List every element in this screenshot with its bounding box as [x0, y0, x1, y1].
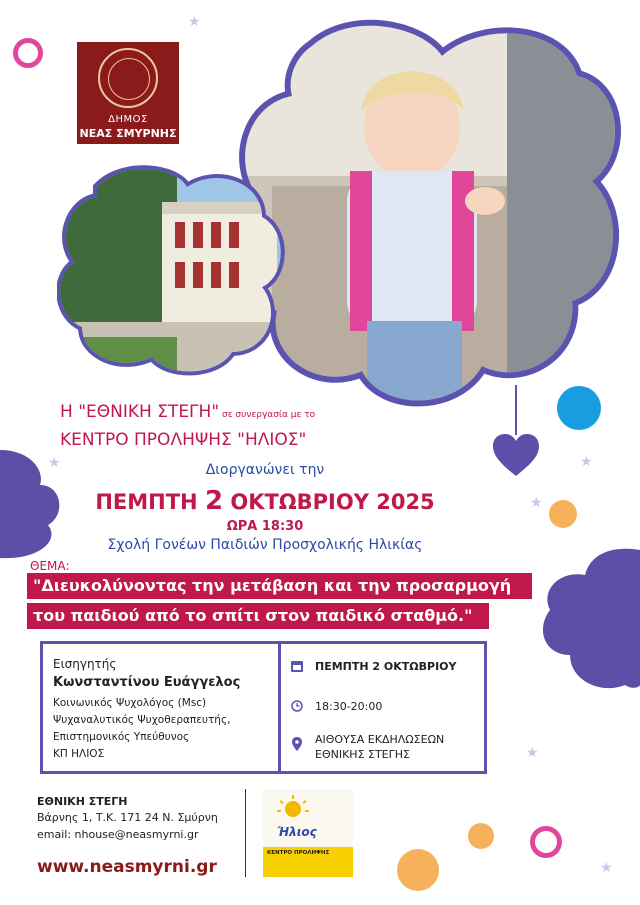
detail-time: 18:30-20:00 [315, 700, 383, 713]
speaker-role3: Επιστημονικός Υπεύθυνος [53, 731, 190, 743]
star-icon: ★ [48, 455, 61, 471]
contact-org: ΕΘΝΙΚΗ ΣΤΕΓΗ [37, 795, 128, 808]
contact-address: Βάρνης 1, Τ.Κ. 171 24 Ν. Σμύρνη [37, 811, 218, 824]
connector-text: σε συνεργασία με το [219, 410, 316, 420]
headline-line1 [60, 402, 315, 422]
speaker-label: Εισηγητής [53, 657, 117, 671]
event-time: ΩΡΑ 18:30 [226, 519, 304, 534]
helios-logo [263, 789, 353, 877]
star-icon: ★ [530, 495, 543, 511]
star-icon: ★ [526, 745, 539, 761]
right-purple-blob [540, 545, 640, 695]
speaker-name: Κωνσταντίνου Ευάγγελος [53, 675, 241, 690]
star-icon: ★ [188, 14, 201, 30]
speaker-role4: ΚΠ ΗΛΙΟΣ [53, 748, 105, 760]
helios-name: Ήλιος [277, 825, 317, 839]
logo-line1: ΔΗΜΟΣ [108, 114, 148, 125]
detail-date: ΠΕΜΠΤΗ 2 ΟΚΤΩΒΡΙΟΥ [315, 660, 457, 673]
building-photo [57, 162, 287, 377]
date-suffix: ΟΚΤΩΒΡΙΟΥ 2025 [223, 490, 435, 514]
date-prefix: ΠΕΜΠΤΗ [95, 490, 205, 514]
logo-line2: ΝΕΑΣ ΣΜΥΡΝΗΣ [79, 127, 177, 140]
speaker-role1: Κοινωνικός Ψυχολόγος (Msc) [53, 697, 207, 709]
contact-divider [245, 789, 246, 877]
school-title: Σχολή Γονέων Παιδιών Προσχολικής Ηλικίας [107, 537, 423, 553]
headline-prefix: Η [60, 402, 79, 422]
orange-dot [549, 500, 577, 528]
website-link[interactable]: www.neasmyrni.gr [37, 857, 217, 877]
orange-dot [397, 849, 439, 891]
theme-banner-line2: του παιδιού από το σπίτι στον παιδικό σταθμό." [27, 603, 489, 629]
theme-banner-line1: "Διευκολύνοντας την μετάβαση και την προσαρμογή [27, 573, 532, 599]
speaker-role2: Ψυχαναλυτικός Ψυχοθεραπευτής, [53, 714, 231, 726]
detail-venue1: ΑΙΘΟΥΣΑ ΕΚΔΗΛΩΣΕΩΝ [315, 733, 445, 746]
info-box [40, 641, 487, 774]
info-divider [278, 644, 281, 771]
pink-ring [13, 38, 43, 68]
star-icon: ★ [580, 454, 593, 470]
calendar-icon [291, 660, 303, 672]
location-pin-icon [292, 737, 302, 751]
event-date-title [0, 486, 530, 516]
organizes-text: Διοργανώνει την [205, 462, 325, 478]
date-num: 2 [204, 486, 224, 516]
helios-caption: ΚΕΝΤΡΟ ΠΡΟΛΗΨΗΣ [267, 850, 330, 856]
orange-dot [468, 823, 494, 849]
theme-label: ΘΕΜΑ: [30, 559, 70, 573]
org1-name: "ΕΘΝΙΚΗ ΣΤΕΓΗ" [78, 402, 220, 422]
municipality-seal-icon [98, 48, 158, 108]
contact-email[interactable]: email: nhouse@neasmyrni.gr [37, 828, 199, 841]
detail-venue2: ΕΘΝΙΚΗΣ ΣΤΕΓΗΣ [315, 748, 410, 761]
pink-ring [530, 826, 562, 858]
org2-name: ΚΕΝΤΡΟ ΠΡΟΛΗΨΗΣ "ΗΛΙΟΣ" [60, 430, 307, 450]
municipality-logo [77, 42, 179, 144]
clock-icon [291, 700, 303, 712]
child-photo [232, 16, 624, 411]
sun-icon [277, 795, 309, 823]
star-icon: ★ [600, 860, 613, 876]
